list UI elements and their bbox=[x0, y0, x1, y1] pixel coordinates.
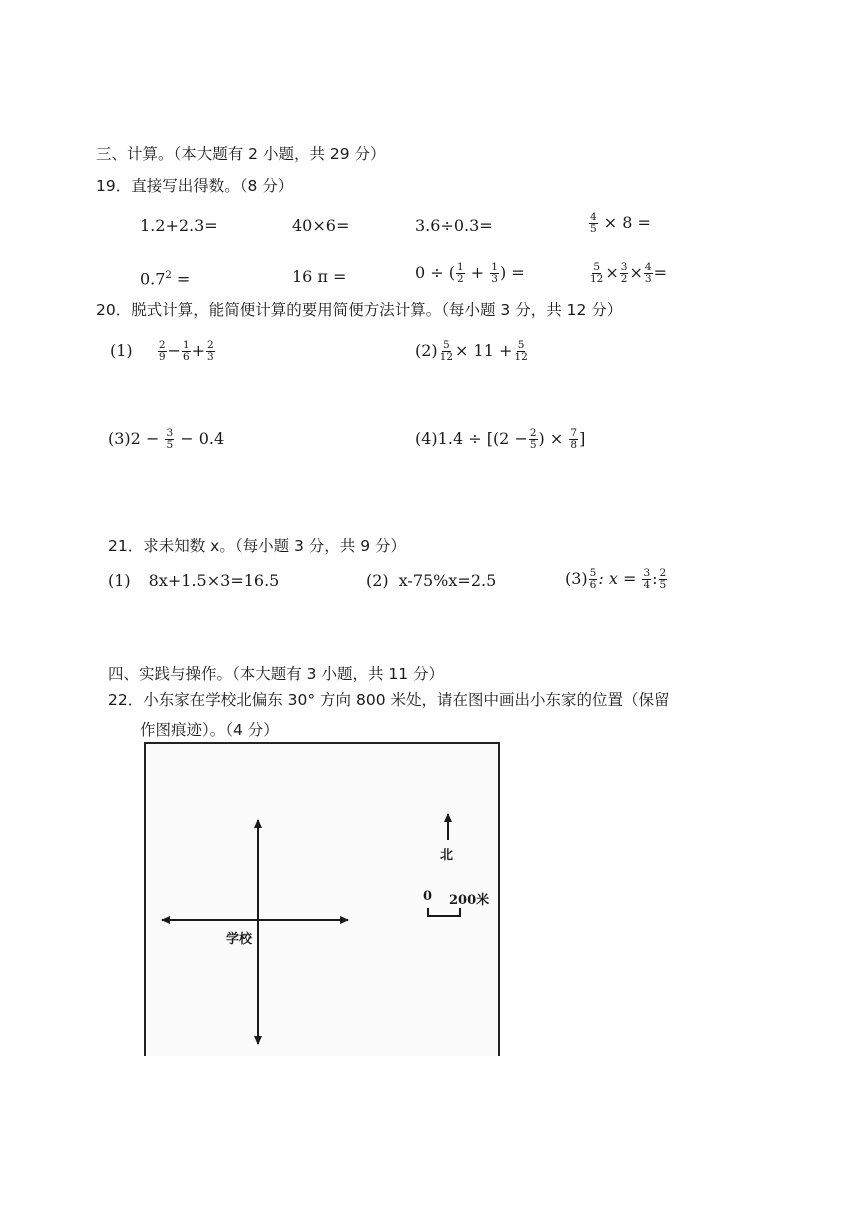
scale-distance-label: 200米 bbox=[449, 893, 490, 908]
scale-zero-label: 0 bbox=[423, 889, 433, 904]
q20-problem-4: (4)1.4 ÷ [(2 − $\frac{2}{5}$ ) × $\frac{7}{8}$ ] bbox=[415, 427, 586, 451]
q19-item-e: $0.7^2$ = bbox=[140, 269, 191, 289]
q21-problem-1: (1) 8x+1.5×3=16.5 bbox=[108, 571, 280, 590]
q22-line-1: 22．小东家在学校北偏东 30° 方向 800 米处，请在图中画出小东家的位置（保留 bbox=[108, 691, 670, 709]
section-4-heading: 四、实践与操作。（本大题有 3 小题，共 11 分） bbox=[108, 665, 445, 683]
q20-problem-2: (2) $\frac{5}{12}$ × 11 + $\frac{5}{12}$ bbox=[415, 339, 528, 363]
q21-problem-2: (2) x-75%x=2.5 bbox=[366, 571, 497, 590]
map-figure bbox=[144, 742, 500, 1056]
section-3-heading: 三、计算。（本大题有 2 小题，共 29 分） bbox=[96, 145, 386, 163]
q19-item-f: 16 π = bbox=[292, 267, 347, 286]
map-diagram bbox=[146, 744, 498, 1056]
scale-bar bbox=[428, 908, 460, 916]
q19-item-a: 1.2+2.3= bbox=[140, 216, 218, 235]
school-label: 学校 bbox=[226, 932, 253, 947]
q19-item-d: $\frac{4}{5}$ × 8 = bbox=[590, 211, 651, 235]
q19-title: 19．直接写出得数。（8 分） bbox=[96, 177, 294, 195]
north-label: 北 bbox=[440, 848, 454, 863]
q20-title: 20．脱式计算，能简便计算的要用简便方法计算。（每小题 3 分，共 12 分） bbox=[96, 301, 623, 319]
q21-title: 21．求未知数 x。（每小题 3 分，共 9 分） bbox=[108, 537, 407, 555]
q21-problem-3: (3) $\frac{5}{6}$ : x = $\frac{3}{4}$ : $\frac{2}{5}$ bbox=[565, 567, 667, 591]
q20-problem-3: (3)2 − $\frac{3}{5}$ − 0.4 bbox=[108, 427, 225, 451]
q22-line-2: 作图痕迹）。（4 分） bbox=[140, 721, 279, 739]
q20-problem-1: (1) $\frac{2}{9}$ − $\frac{1}{6}$ + $\frac{2}{3}$ bbox=[110, 339, 214, 363]
q19-item-c: 3.6÷0.3= bbox=[415, 216, 493, 235]
q19-item-h: $\frac{5}{12}$ × $\frac{3}{2}$ × $\frac{4}{3}$ = bbox=[590, 261, 667, 285]
q19-item-g: 0 ÷ ( $\frac{1}{2}$ + $\frac{1}{3}$ ) = bbox=[415, 261, 525, 285]
q19-item-b: 40×6= bbox=[292, 216, 350, 235]
